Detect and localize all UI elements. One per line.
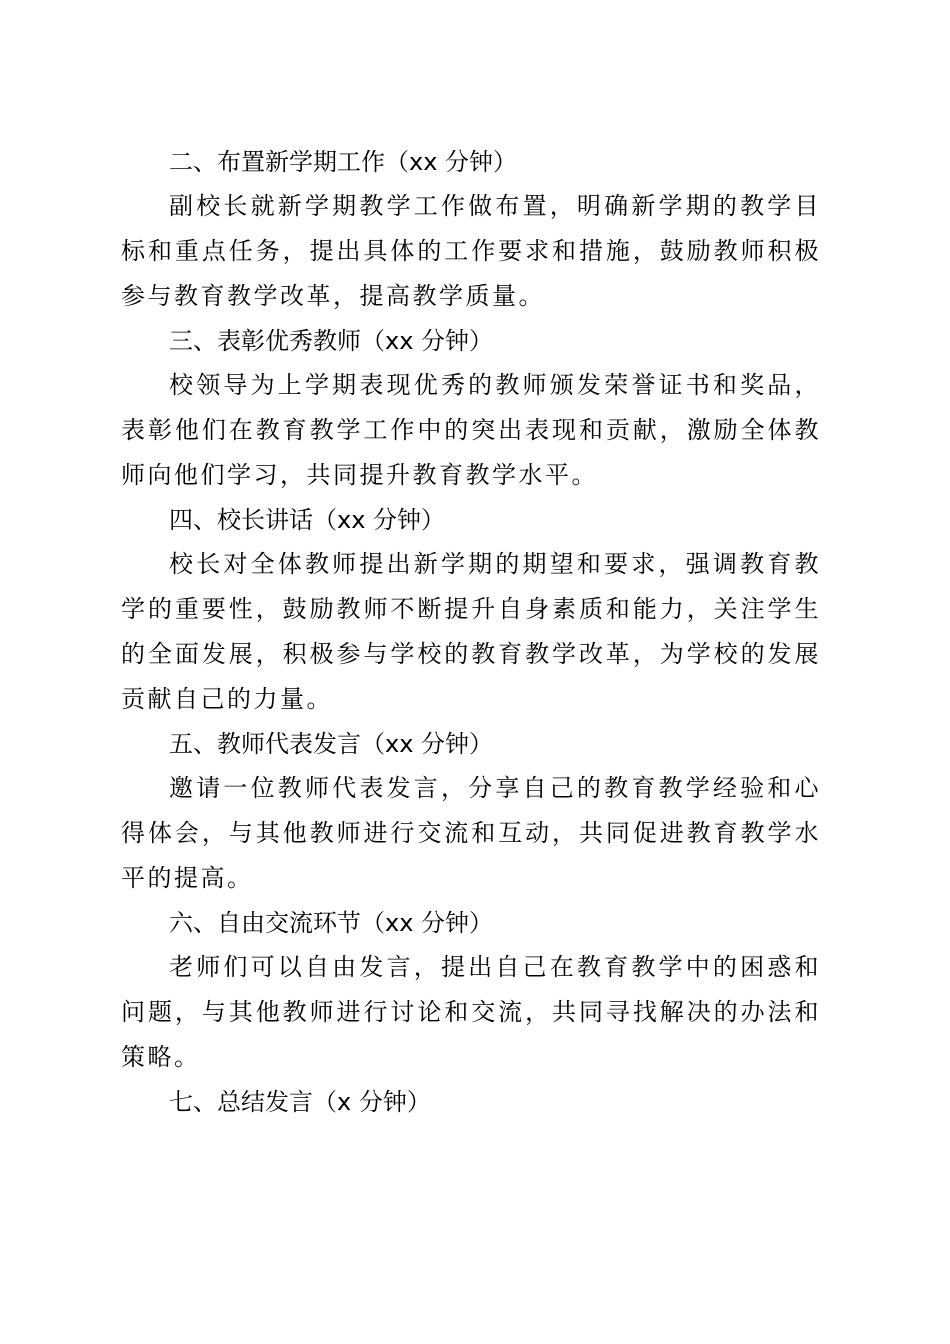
section-paragraph-4: 校长对全体教师提出新学期的期望和要求，强调教育教学的重要性，鼓励教师不断提升自身素质和能力，关注学生的全面发展，积极参与学校的教育教学改革，为学校的发展贡献自己的力量。 [121, 550, 821, 713]
section-heading-3: 三、表彰优秀教师（xx 分钟） [169, 327, 494, 355]
section-paragraph-2: 副校长就新学期教学工作做布置，明确新学期的教学目标和重点任务，提出具体的工作要求和措施，鼓励教师积极参与教育教学改革，提高教学质量。 [121, 192, 821, 310]
section-paragraph-6: 老师们可以自由发言，提出自己在教育教学中的困惑和问题，与其他教师进行讨论和交流，共同寻找解决的办法和策略。 [121, 953, 821, 1071]
section-heading-7: 七、总结发言（x 分钟） [169, 1088, 431, 1116]
section-heading-4: 四、校长讲话（xx 分钟） [169, 506, 446, 534]
section-paragraph-3: 校领导为上学期表现优秀的教师颁发荣誉证书和奖品，表彰他们在教育教学工作中的突出表现和贡献，激励全体教师向他们学习，共同提升教育教学水平。 [121, 371, 821, 489]
section-heading-6: 六、自由交流环节（xx 分钟） [169, 909, 494, 937]
section-heading-2: 二、布置新学期工作（xx 分钟） [169, 148, 518, 176]
section-paragraph-5: 邀请一位教师代表发言，分享自己的教育教学经验和心得体会，与其他教师进行交流和互动，共同促进教育教学水平的提高。 [121, 774, 821, 892]
section-heading-5: 五、教师代表发言（xx 分钟） [169, 730, 494, 758]
document-body [121, 140, 821, 1124]
